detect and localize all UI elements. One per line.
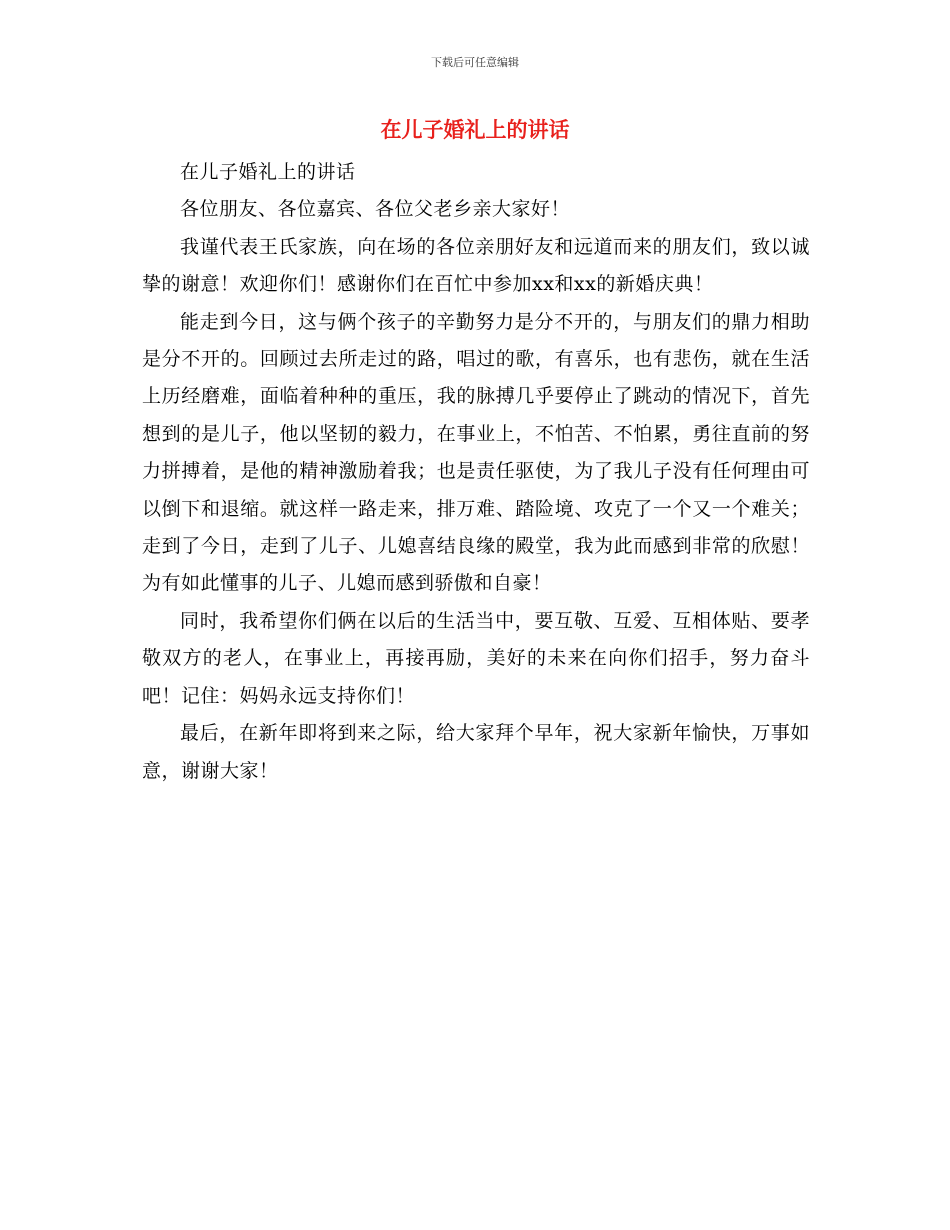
paragraph-reflection: 能走到今日，这与俩个孩子的辛勤努力是分不开的，与朋友们的鼎力相助是分不开的。回顾过去所走过的路，唱过的歌，有喜乐，也有悲伤，就在生活上历经磨难，面临着种种的重压，我的脉搏几乎要停止了跳动的情况下，首先想到的是儿子，他以坚韧的毅力，在事业上，不怕苦、不怕累，勇往直前的努力拼搏着，是他的精神激励着我；也是责任驱使，为了我儿子没有任何理由可以倒下和退缩。就这样一路走来，排万难、踏险境、攻克了一个又一个难关；走到了今日，走到了儿子、儿媳喜结良缘的殿堂，我为此而感到非常的欣慰！为有如此懂事的儿子、儿媳而感到骄傲和自豪！ [142,310,810,595]
paragraph-welcome: 我谨代表王氏家族，向在场的各位亲朋好友和远道而来的朋友们，致以诚挚的谢意！欢迎你们！感谢你们在百忙中参加xx和xx的新婚庆典！ [142,235,810,296]
paragraph-greeting: 各位朋友、各位嘉宾、各位父老乡亲大家好！ [180,198,571,221]
header-note: 下载后可任意编辑 [431,56,519,69]
paragraph-wishes: 同时，我希望你们俩在以后的生活当中，要互敬、互爱、互相体贴、要孝敬双方的老人，在事业上，再接再励，美好的未来在向你们招手，努力奋斗吧！记住：妈妈永远支持你们！ [142,609,810,707]
document-body [142,154,810,790]
paragraph-closing: 最后，在新年即将到来之际，给大家拜个早年，祝大家新年愉快，万事如意，谢谢大家！ [142,722,810,782]
document-title: 在儿子婚礼上的讲话 [380,117,570,142]
paragraph-subtitle: 在儿子婚礼上的讲话 [180,161,356,183]
